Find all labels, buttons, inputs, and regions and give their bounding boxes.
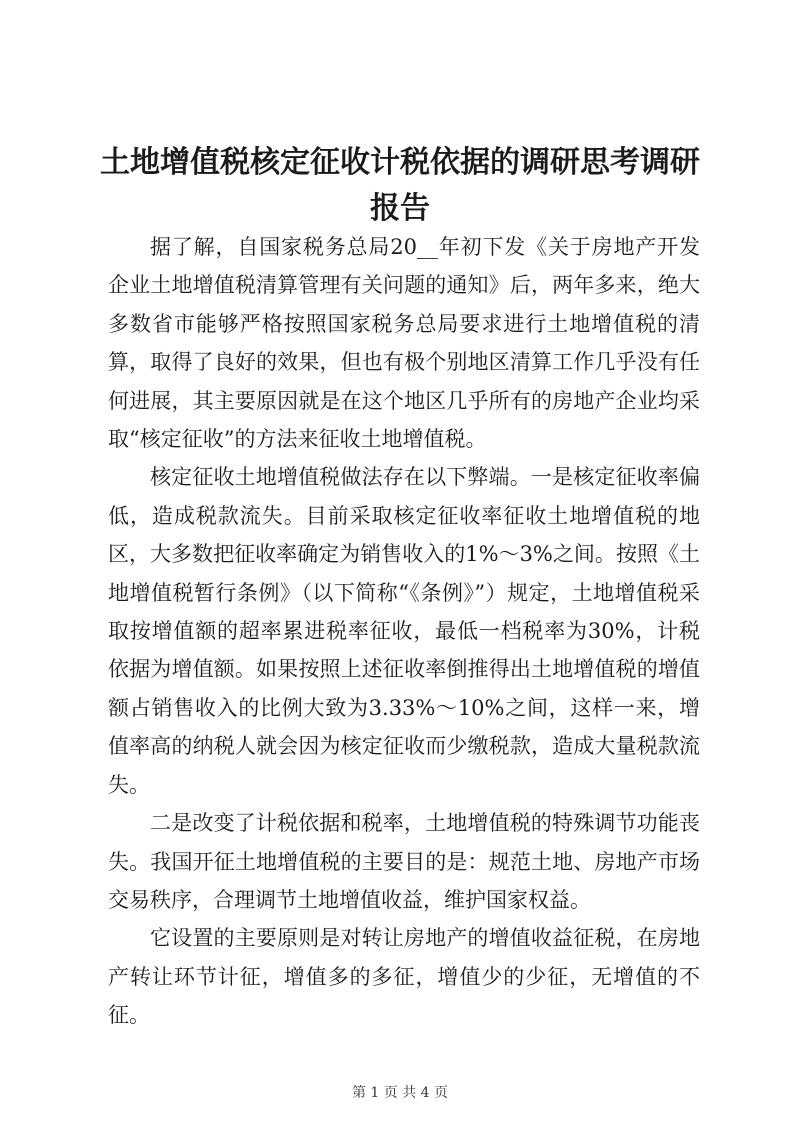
paragraph-1: 据了解，自国家税务总局20__年初下发《关于房地产开发企业土地增值税清算管理有关问题的通知》后，两年多来，绝大多数省市能够严格按照国家税务总局要求进行土地增值税的清算，取得了良好的效果，但也有极个别地区清算工作几乎没有任何进展，其主要原因就是在这个地区几乎所有的房地产企业均采取“核定征收”的方法来征收土地增值税。 bbox=[108, 235, 700, 452]
paragraph-4: 它设置的主要原则是对转让房地产的增值收益征税，在房地产转让环节计征，增值多的多征，增值少的少征，无增值的不征。 bbox=[108, 926, 700, 1028]
document-body bbox=[108, 228, 700, 1035]
document-title: 土地增值税核定征收计税依据的调研思考调研报告 bbox=[100, 145, 700, 226]
paragraph-3: 二是改变了计税依据和税率，土地增值税的特殊调节功能丧失。我国开征土地增值税的主要目的是：规范土地、房地产市场交易秩序，合理调节土地增值收益，维护国家权益。 bbox=[108, 811, 700, 912]
paragraph-2: 核定征收土地增值税做法存在以下弊端。一是核定征收率偏低，造成税款流失。目前采取核定征收率征收土地增值税的地区，大多数把征收率确定为销售收入的1%～3%之间。按照《土地增值税暂行条例》（以下简称“《条例》”）规定，土地增值税采取按增值额的超率累进税率征收，最低一档税率为30%，计税依据为增值额。如果按照上述征收率倒推得出土地增值税的增值额占销售收入的比例大致为3.33%～10%之间，这样一来，增值率高的纳税人就会因为核定征收而少缴税款，造成大量税款流失。 bbox=[108, 465, 700, 797]
page-number-footer: 第 1 页 共 4 页 bbox=[351, 1085, 449, 1101]
